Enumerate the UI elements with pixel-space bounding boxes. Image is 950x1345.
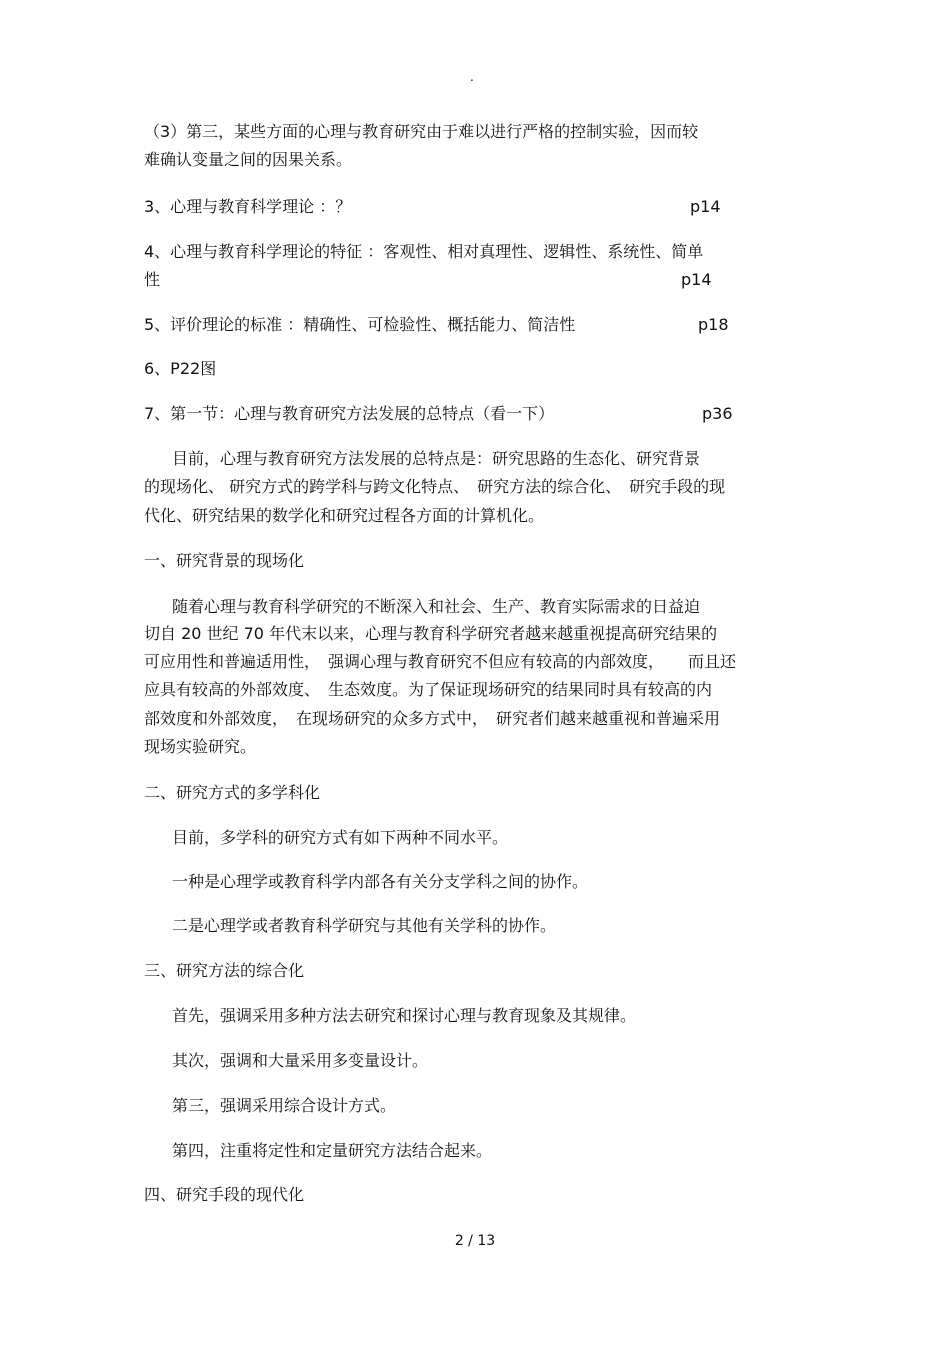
item-4: 4、心理与教育科学理论的特征 ：客观性、相对真理性、逻辑性、系统性、简单 xyxy=(144,242,704,261)
item-7: 7、第一节：心理与教育研究方法发展的总特点（看一下） xyxy=(144,404,555,423)
item-6: 6、P22图 xyxy=(144,359,217,378)
page-ref: p18 xyxy=(698,315,729,334)
section-heading: 三、研究方法的综合化 xyxy=(144,961,305,980)
paragraph-line: 一种是心理学或教育科学内部各有关分支学科之间的协作。 xyxy=(172,872,589,891)
item-5: 5、评价理论的标准 ：精确性、可检验性、概括能力、简洁性 xyxy=(144,315,576,334)
section-heading: 二、研究方式的多学科化 xyxy=(144,783,321,802)
paragraph-line: 目前，心理与教育研究方法发展的总特点是：研究思路的生态化、研究背景 xyxy=(172,449,701,468)
paragraph-line: 随着心理与教育科学研究的不断深入和社会、生产、教育实际需求的日益迫 xyxy=(172,597,701,616)
page-number: 2 / 13 xyxy=(454,1233,496,1249)
item-3: 3、心理与教育科学理论 ：？ xyxy=(144,197,352,216)
page-ref: p14 xyxy=(681,270,712,289)
page-ref: p14 xyxy=(690,197,721,216)
paragraph-line: 第三，强调采用综合设计方式。 xyxy=(172,1096,397,1115)
paragraph-line: 现场实验研究。 xyxy=(144,737,257,756)
paragraph-line: 的现场化、 研究方式的跨学科与跨文化特点、 研究方法的综合化、 研究手段的现 xyxy=(144,477,726,496)
paragraph-line: 代化、研究结果的数学化和研究过程各方面的计算机化。 xyxy=(144,506,545,525)
section-heading: 四、研究手段的现代化 xyxy=(144,1185,305,1204)
paragraph-line: 切自 20 世纪 70 年代末以来，心理与教育科学研究者越来越重视提高研究结果的 xyxy=(144,624,718,643)
paragraph-line: 首先，强调采用多种方法去研究和探讨心理与教育现象及其规律。 xyxy=(172,1006,637,1025)
paragraph-line: 第四，注重将定性和定量研究方法结合起来。 xyxy=(172,1141,493,1160)
paragraph-line: 可应用性和普遍适用性， 强调心理与教育研究不但应有较高的内部效度， 而且还 xyxy=(144,652,737,671)
paragraph-line: 应具有较高的外部效度、 生态效度。为了保证现场研究的结果同时具有较高的内 xyxy=(144,680,713,699)
page-ref: p36 xyxy=(702,404,733,423)
section-heading: 一、研究背景的现场化 xyxy=(144,551,305,570)
paragraph-line: 其次，强调和大量采用多变量设计。 xyxy=(172,1051,429,1070)
text-line: 难确认变量之间的因果关系。 xyxy=(144,150,353,169)
paragraph-line: 部效度和外部效度， 在现场研究的众多方式中， 研究者们越来越重视和普遍采用 xyxy=(144,709,721,728)
header-mark: . xyxy=(470,70,474,84)
text-line: （3）第三，某些方面的心理与教育研究由于难以进行严格的控制实验，因而较 xyxy=(144,122,699,141)
paragraph-line: 二是心理学或者教育科学研究与其他有关学科的协作。 xyxy=(172,916,557,935)
text-line: 性 xyxy=(144,270,161,289)
paragraph-line: 目前，多学科的研究方式有如下两种不同水平。 xyxy=(172,828,509,847)
